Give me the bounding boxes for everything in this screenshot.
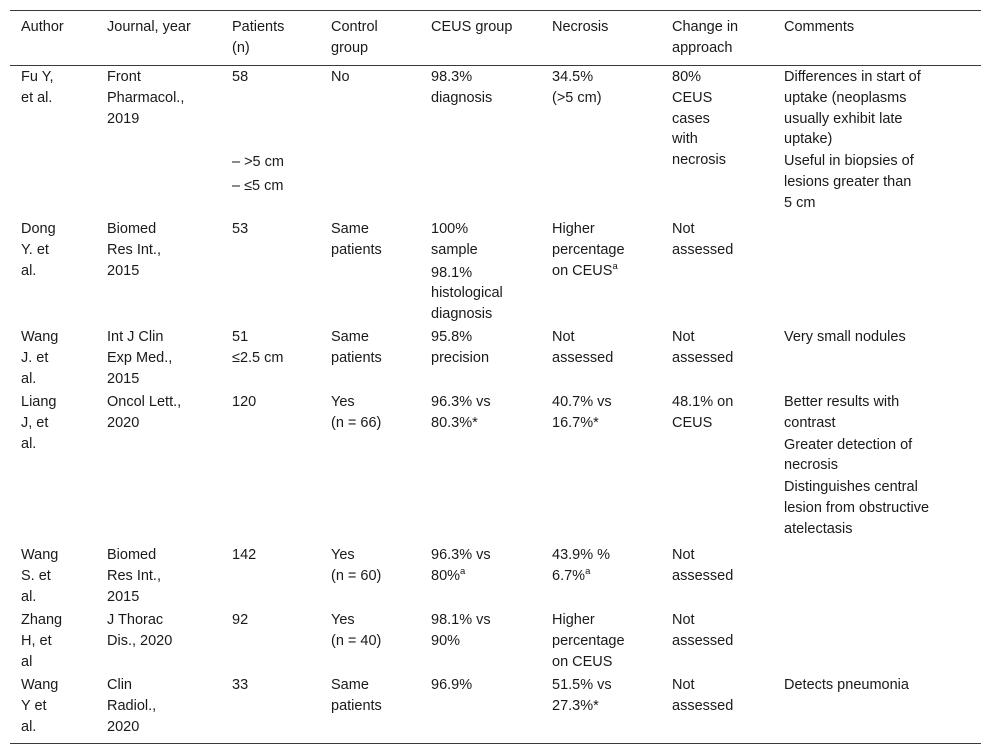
cell-necrosis: 34.5% (>5 cm) (552, 69, 602, 106)
header-author: Author (21, 19, 64, 35)
cell-patients: 33 (232, 677, 249, 693)
cell-necrosis: Not assessed (552, 329, 614, 366)
necrosis-text: 6.7% (552, 567, 586, 584)
footnote-marker: a (585, 565, 591, 577)
cell-control-group: Yes (n = 40) (331, 612, 382, 649)
cell-patients-subgroups: – >5 cm – ≤5 cm (232, 154, 284, 194)
cell-control-group: Same patients (331, 221, 382, 258)
footnote-marker: a (612, 260, 618, 272)
cell-control-group: Same patients (331, 677, 382, 714)
header-journal: Journal, year (107, 19, 191, 35)
cell-author: Wang Y et al. (21, 677, 59, 735)
cell-journal: J Thorac Dis., 2020 (107, 612, 173, 649)
cell-control-group: No (331, 69, 350, 85)
cell-ceus-group: 96.9% (431, 677, 473, 693)
cell-ceus-group: 98.1% vs 90% (431, 612, 491, 649)
cell-journal: Biomed Res Int., 2015 (107, 221, 161, 279)
cell-ceus-group: 96.3% vs 80%$^a$ (431, 547, 491, 584)
cell-change-in-approach: 48.1% on CEUS (672, 394, 734, 431)
cell-ceus-group: 95.8% precision (431, 329, 490, 366)
header-change-in-approach: Change in approach (672, 19, 739, 56)
header-ceus-group: CEUS group (431, 19, 513, 35)
cell-author: Wang J. et al. (21, 329, 59, 387)
cell-control-group: Same patients (331, 329, 382, 366)
cell-author: Dong Y. et al. (21, 221, 56, 279)
footnote-marker: a (460, 565, 466, 577)
header-patients: Patients (n) (232, 19, 285, 56)
cell-comments: Detects pneumonia (784, 677, 909, 693)
cell-journal: Front Pharmacol., 2019 (107, 69, 185, 127)
cell-control-group: Yes (n = 60) (331, 547, 382, 584)
cell-comments: Very small nodules (784, 329, 906, 345)
cell-patients: 53 (232, 221, 249, 237)
necrosis-text: on CEUS (552, 262, 613, 279)
cell-journal: Clin Radiol., 2020 (107, 677, 157, 735)
cell-journal: Oncol Lett., 2020 (107, 394, 182, 431)
cell-ceus-group: 100% sample 98.1% histological diagnosis (431, 221, 503, 323)
cell-necrosis: 43.9% % 6.7%$^a$ (552, 547, 611, 584)
table-bottom-rule (10, 743, 981, 744)
cell-necrosis: 40.7% vs 16.7%* (552, 394, 612, 431)
cell-change-in-approach: Not assessed (672, 221, 734, 258)
cell-journal: Biomed Res Int., 2015 (107, 547, 161, 605)
cell-author: Wang S. et al. (21, 547, 59, 605)
cell-author: Liang J, et al. (21, 394, 57, 452)
header-necrosis: Necrosis (552, 19, 609, 35)
header-control-group: Control group (331, 19, 378, 56)
cell-patients: 142 (232, 547, 257, 563)
cell-change-in-approach: Not assessed (672, 677, 734, 714)
cell-control-group: Yes (n = 66) (331, 394, 382, 431)
cell-necrosis: Higher percentage on CEUS (552, 612, 625, 670)
cell-patients: 120 (232, 394, 257, 410)
ceus-text: 80% (431, 567, 461, 584)
cell-journal: Int J Clin Exp Med., 2015 (107, 329, 173, 387)
cell-change-in-approach: Not assessed (672, 547, 734, 584)
cell-ceus-group: 96.3% vs 80.3%* (431, 394, 491, 431)
cell-necrosis: Higher percentage on CEUS$^a$ (552, 221, 625, 279)
cell-patients: 92 (232, 612, 249, 628)
cell-change-in-approach: Not assessed (672, 329, 734, 366)
cell-author: Zhang H, et al (21, 612, 63, 670)
cell-patients: 51 ≤2.5 cm (232, 329, 284, 366)
cell-change-in-approach: Not assessed (672, 612, 734, 649)
cell-patients: 58 (232, 69, 249, 85)
cell-comments: Better results with contrast Greater detection of necrosis Distinguishes central lesion from obstructive atelectasis (784, 394, 930, 537)
cell-author: Fu Y, et al. (21, 69, 54, 106)
cell-comments: Differences in start of uptake (neoplasms usually exhibit late uptake) Useful in biopsies of lesions greater than 5 cm (784, 69, 921, 211)
cell-necrosis: 51.5% vs 27.3%* (552, 677, 612, 714)
table-top-rule (10, 10, 981, 11)
header-comments: Comments (784, 19, 855, 35)
header-bottom-rule (10, 65, 981, 66)
cell-change-in-approach: 80% CEUS cases with necrosis (672, 69, 726, 169)
cell-ceus-group: 98.3% diagnosis (431, 69, 493, 106)
